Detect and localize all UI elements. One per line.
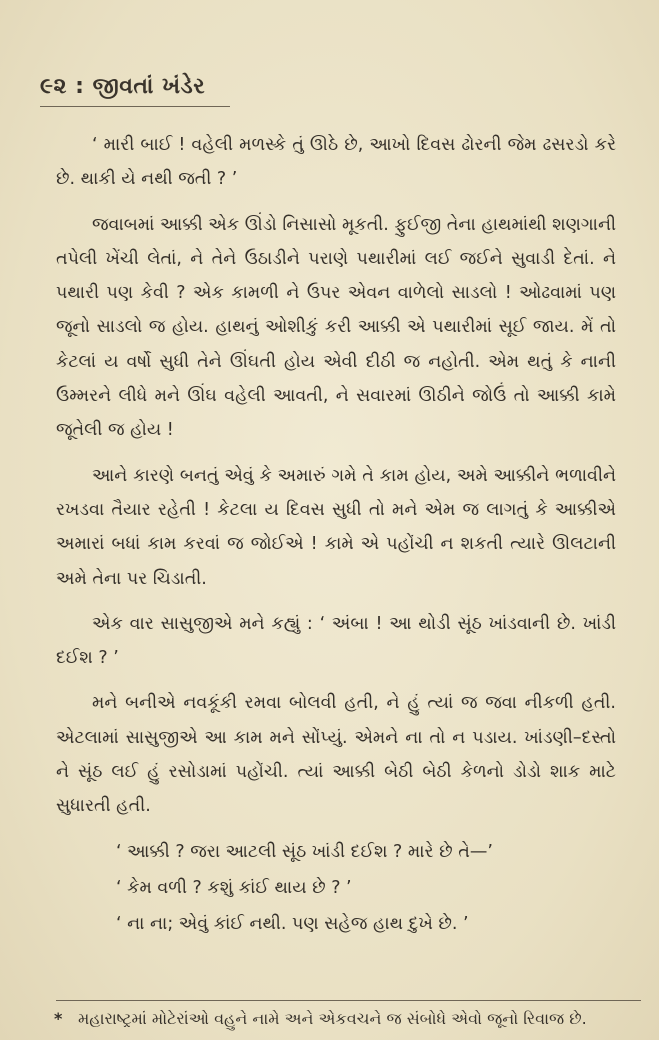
- paragraph: આને કારણે બનતું એવું કે અમારું ગમે તે કામ હોય, અમે આક્કીને ભળાવીને રખડવા તૈયાર રહેતી ! કેટલા ય દિવસ સુધી તો મને એમ જ લાગતું કે આક્કીએ અમારાં બધાં કામ કરવાં જ જોઈએ ! કામે એ પહોંચી ન શકતી ત્યારે ઊલટાની અમે તેના પર ચિડાતી.: [56, 465, 616, 589]
- header-underline: [40, 106, 230, 107]
- footnote-divider: [56, 1000, 641, 1001]
- paragraph: ‘ મારી બાઈ ! વહેલી મળસ્કે તું ઊઠે છે, આખો દિવસ ઢોરની જેમ ઢસરડો કરે છે. થાકી યે નથી જતી ? ’: [56, 135, 616, 190]
- dialog-line: ‘ કેમ વળી ? કશું કાંઈ થાય છે ? ’: [116, 877, 352, 898]
- footnote: [54, 1006, 639, 1032]
- paragraph: મને બનીએ નવકૂંકી રમવા બોલવી હતી, ને હું ત્યાં જ જવા નીકળી હતી. એટલામાં સાસુજીએ આ કામ મને સોંપ્યું. એમને ના તો ન પડાય. ખાંડણી–દસ્તો ને સૂંઠ લઈ હું રસોડામાં પહોંચી. ત્યાં આક્કી બેઠી બેઠી કેળનો ડોડો શાક માટે સુધારતી હતી.: [56, 693, 616, 817]
- page-header: [40, 74, 205, 99]
- body-text: [56, 128, 616, 942]
- paragraph: જવાબમાં આક્કી એક ઊંડો નિસાસો મૂકતી. ફુઈજી તેના હાથમાંથી શણગાની તપેલી ખેંચી લેતાં, ને તેને ઉઠાડીને પરાણે પથારીમાં લઈ જઈને સુવાડી દેતાં. ને પથારી પણ કેવી ? એક કામળી ને ઉપર એવન વાળેલો સાડલો ! ઓઢવામાં પણ જૂનો સાડલો જ હોય. હાથનું ઓશીકું કરી આક્કી એ પથારીમાં સૂઈ જાય. મેં તો કેટલાં ય વર્ષો સુધી તેને ઊંઘતી હોય એવી દીઠી જ નહોતી. એમ થતું કે નાની ઉમ્મરને લીધે મને ઊંઘ વહેલી આવતી, ને સવારમાં ઊઠીને જોઉં તો આક્કી કામે જૂતેલી જ હોય !: [56, 214, 616, 441]
- page-number: ૯૨: [40, 74, 67, 99]
- footnote-text: મહારાષ્ટ્રમાં મોટેરાંઓ વહુને નામે અને એકવચને જ સંબોધે એવો જૂનો રિવાજ છે.: [78, 1009, 587, 1028]
- chapter-title: જીવતાં ખંડેર: [92, 74, 206, 99]
- footnote-marker: *: [54, 1009, 63, 1028]
- dialog-line: ‘ ના ના; એવું કાંઈ નથી. પણ સહેજ હાથ દુખે છે. ’: [116, 914, 469, 935]
- header-separator: :: [75, 74, 85, 99]
- dialog-line: ‘ આક્કી ? જરા આટલી સૂંઠ ખાંડી દઈશ ? મારે છે તે—’: [116, 841, 493, 862]
- paragraph: એક વાર સાસુજીએ મને કહ્યું : ‘ અંબા ! આ થોડી સૂંઠ ખાંડવાની છે. ખાંડી દઈશ ? ’: [56, 613, 616, 669]
